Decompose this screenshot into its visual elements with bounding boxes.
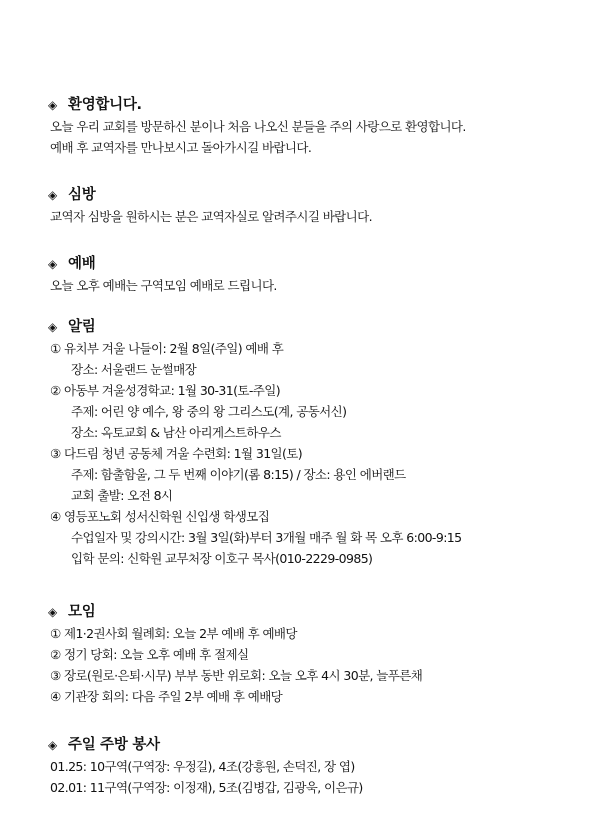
kitchen-service-title: 주일 주방 봉사 bbox=[68, 737, 160, 753]
meetings-heading bbox=[48, 601, 609, 623]
meeting-item: ③ 장로(원로·은퇴·시무) 부부 동반 위로회: 오늘 오후 4시 30분, 늘푸른채 bbox=[50, 668, 423, 683]
welcome-line: 오늘 우리 교회를 방문하신 분이나 처음 나오신 분들을 주의 사랑으로 환영합니다. bbox=[50, 119, 466, 134]
welcome-heading bbox=[48, 94, 609, 116]
notice-detail: 교회 출발: 오전 8시 bbox=[71, 488, 173, 503]
diamond-bullet-icon: ◈ bbox=[48, 738, 57, 752]
kitchen-service-heading bbox=[48, 734, 609, 756]
notice-detail: 입학 문의: 신학원 교무처장 이호구 목사(010-2229-0985) bbox=[71, 551, 373, 566]
notices-heading bbox=[48, 316, 609, 338]
welcome-section bbox=[0, 94, 609, 158]
service-row: 01.25: 10구역(구역장: 우정길), 4조(강흥원, 손덕진, 장 엽) bbox=[50, 759, 355, 774]
worship-line: 오늘 오후 예배는 구역모임 예배로 드립니다. bbox=[50, 278, 277, 293]
meeting-item: ① 제1·2권사회 월례회: 오늘 2부 예배 후 예배당 bbox=[50, 626, 297, 641]
diamond-bullet-icon: ◈ bbox=[48, 188, 57, 202]
service-row: 02.01: 11구역(구역장: 이정재), 5조(김병갑, 김광욱, 이은규) bbox=[50, 780, 363, 795]
visit-line: 교역자 심방을 원하시는 분은 교역자실로 알려주시길 바랍니다. bbox=[50, 209, 372, 224]
notice-item: ③ 다드림 청년 공동체 겨울 수련회: 1월 31일(토) bbox=[50, 446, 303, 461]
meeting-item: ② 정기 당회: 오늘 오후 예배 후 절제실 bbox=[50, 647, 249, 662]
notice-item: ① 유치부 겨울 나들이: 2월 8일(주일) 예배 후 bbox=[50, 341, 284, 356]
welcome-line: 예배 후 교역자를 만나보시고 돌아가시길 바랍니다. bbox=[50, 140, 312, 155]
diamond-bullet-icon: ◈ bbox=[48, 605, 57, 619]
worship-section bbox=[0, 253, 609, 296]
notice-detail: 장소: 옥토교회 & 남산 아리게스트하우스 bbox=[71, 425, 281, 440]
notices-title: 알림 bbox=[68, 319, 96, 335]
notice-item: ② 아동부 겨울성경학교: 1월 30-31(토-주일) bbox=[50, 383, 281, 398]
visit-section bbox=[0, 184, 609, 227]
worship-heading bbox=[48, 253, 609, 275]
notices-section bbox=[0, 316, 609, 569]
diamond-bullet-icon: ◈ bbox=[48, 98, 57, 112]
diamond-bullet-icon: ◈ bbox=[48, 320, 57, 334]
notice-detail: 주제: 함출함울, 그 두 번째 이야기(롬 8:15) / 장소: 용인 에버랜드 bbox=[71, 467, 406, 482]
worship-title: 예배 bbox=[68, 256, 96, 272]
meetings-title: 모임 bbox=[68, 604, 96, 620]
meeting-item: ④ 기관장 회의: 다음 주일 2부 예배 후 예배당 bbox=[50, 689, 283, 704]
notice-detail: 장소: 서울랜드 눈썰매장 bbox=[71, 362, 197, 377]
notice-detail: 수업일자 및 강의시간: 3월 3일(화)부터 3개월 매주 월 화 목 오후 6:00-9:15 bbox=[71, 530, 462, 545]
visit-title: 심방 bbox=[68, 187, 96, 203]
notice-item: ④ 영등포노회 성서신학원 신입생 학생모집 bbox=[50, 509, 270, 524]
meetings-section bbox=[0, 601, 609, 707]
kitchen-service-section bbox=[0, 734, 609, 798]
notice-detail: 주제: 어린 양 예수, 왕 중의 왕 그리스도(계, 공동서신) bbox=[71, 404, 347, 419]
diamond-bullet-icon: ◈ bbox=[48, 257, 57, 271]
visit-heading bbox=[48, 184, 609, 206]
welcome-title: 환영합니다. bbox=[68, 97, 142, 113]
